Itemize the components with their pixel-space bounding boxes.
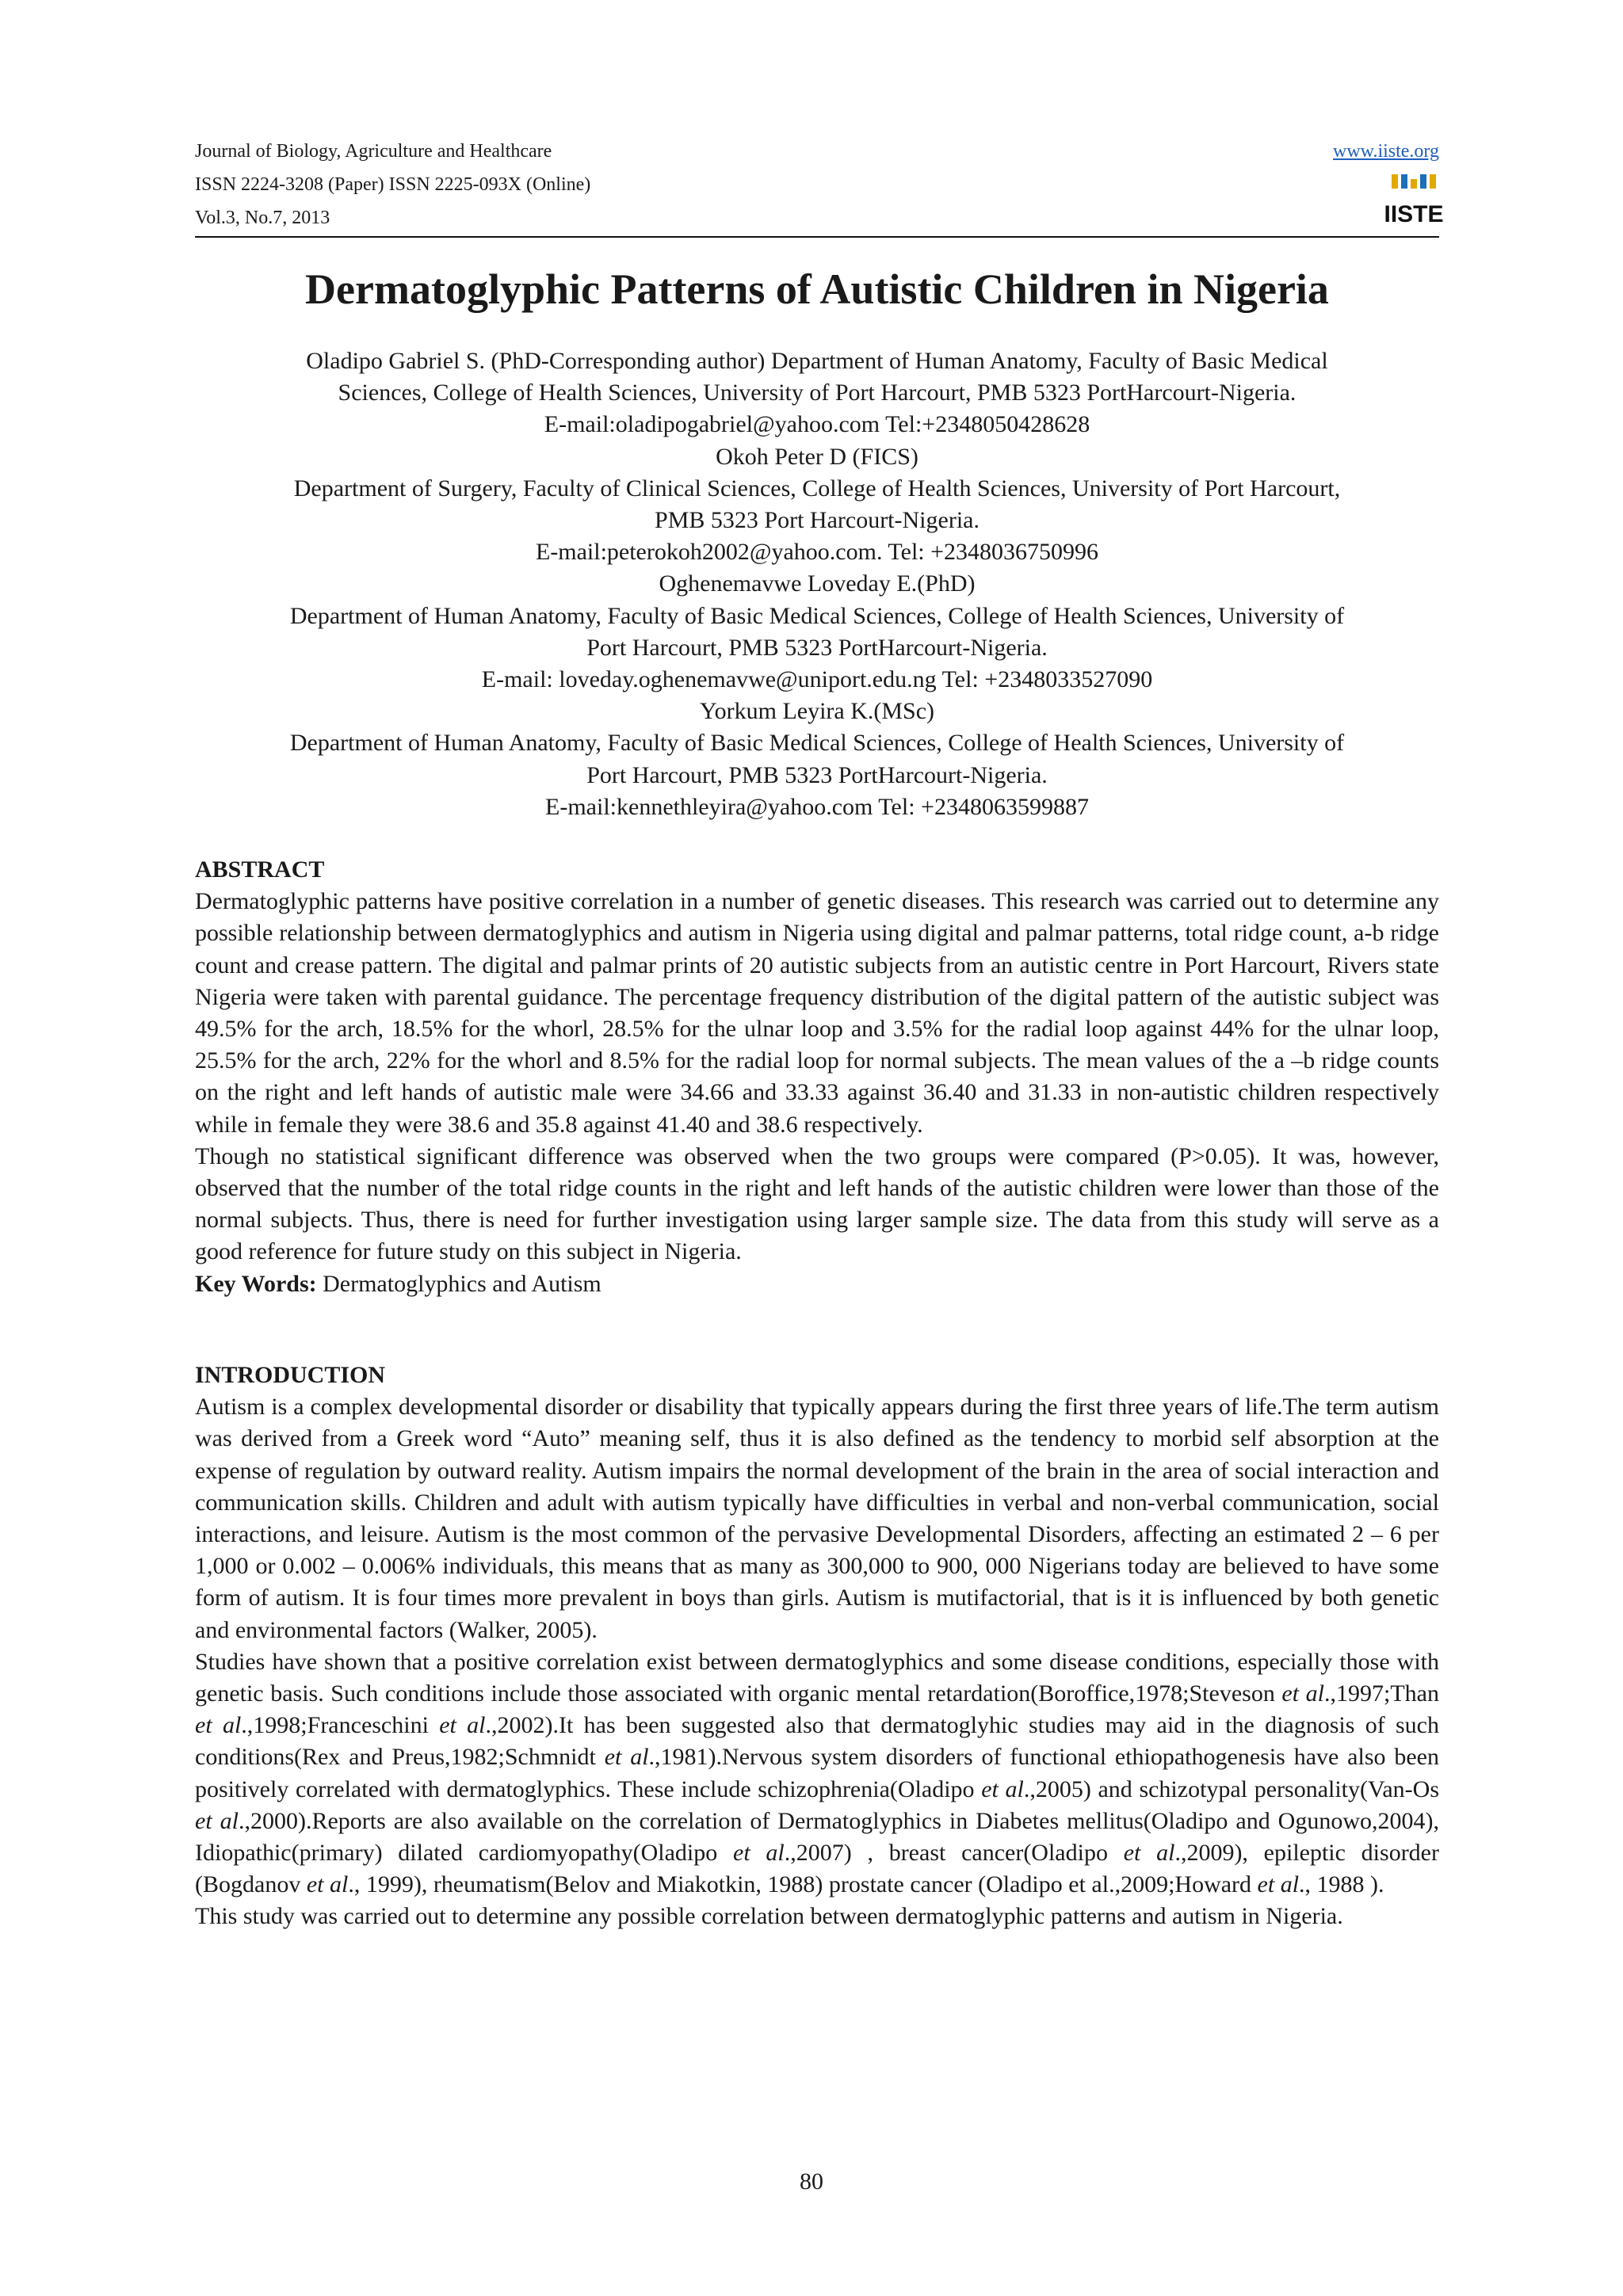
author-line: Department of Human Anatomy, Faculty of Basic Medical Sciences, College of Health Sciences, University of (289, 730, 1345, 757)
intro-text: .,2009), epileptic disorder (Bogdanov (195, 1840, 1439, 1898)
journal-name: Journal of Biology, Agriculture and Healthcare (195, 141, 552, 162)
intro-etal: et al (439, 1712, 486, 1739)
author-line: Port Harcourt, PMB 5323 PortHarcourt-Nigeria. (586, 634, 1048, 661)
author-line: Department of Human Anatomy, Faculty of Basic Medical Sciences, College of Health Sciences, University of (289, 602, 1345, 629)
intro-paragraph-citations (195, 1646, 1439, 1901)
intro-etal: et al (1257, 1871, 1300, 1898)
author-line: Sciences, College of Health Sciences, University of Port Harcourt, PMB 5323 PortHarcourt-Nigeria. (338, 379, 1296, 406)
author-line: PMB 5323 Port Harcourt-Nigeria. (655, 507, 980, 534)
author-line: Port Harcourt, PMB 5323 PortHarcourt-Nigeria. (586, 761, 1048, 788)
intro-etal: et al (306, 1871, 349, 1898)
intro-text: .,2007) , breast cancer(Oladipo (784, 1840, 1124, 1867)
journal-header (195, 135, 1444, 230)
keywords-label: Key Words: (195, 1270, 317, 1297)
author-line: E-mail:kennethleyira@yahoo.com Tel: +2348063599887 (545, 793, 1089, 820)
intro-etal: et al (733, 1840, 785, 1867)
iiste-logo-icon (1384, 173, 1444, 230)
author-line: Oladipo Gabriel S. (PhD-Corresponding author) Department of Human Anatomy, Faculty of Basic Medical (306, 348, 1328, 374)
intro-text: Studies have shown that a positive correlation exist between dermatoglyphics and some disease conditions, especially those with genetic basis. Such conditions include those associated with organic mental retardation(Boroffice,1978;Steveson (195, 1648, 1439, 1707)
intro-etal: et al (195, 1807, 239, 1834)
intro-paragraph: This study was carried out to determine any possible correlation between dermatoglyphic patterns and autism in Nigeria. (195, 1903, 1343, 1930)
intro-text: .,2005) and schizotypal personality(Van-Os (1023, 1775, 1439, 1802)
journal-website-link[interactable]: www.iiste.org (1333, 141, 1439, 162)
journal-issn: ISSN 2224-3208 (Paper) ISSN 2225-093X (Online) (195, 174, 591, 195)
author-line: Oghenemavwe Loveday E.(PhD) (659, 570, 976, 597)
abstract-paragraph: Dermatoglyphic patterns have positive correlation in a number of genetic diseases. This research was carried out to determine any possible relationship between dermatoglyphics and autism in Nigeria using digital and palmar patterns, total ridge count, a-b ridge count and crease pattern. The digital and palmar prints of 20 autistic subjects from an autistic centre in Port Harcourt, Rivers state Nigeria were taken with parental guidance. The percentage frequency distribution of the digital pattern of the autistic subject was 49.5% for the arch, 18.5% for the whorl, 28.5% for the ulnar loop and 3.5% for the radial loop against 44% for the ulnar loop, 25.5% for the arch, 22% for the whorl and 8.5% for the radial loop for normal subjects. The mean values of the a –b ridge counts on the right and left hands of autistic male were 34.66 and 33.33 against 36.40 and 31.33 in non-autistic children respectively while in female they were 38.6 and 35.8 against 41.40 and 38.6 respectively. (195, 888, 1439, 1138)
author-line: Yorkum Leyira K.(MSc) (699, 698, 935, 725)
introduction-heading: INTRODUCTION (195, 1362, 386, 1388)
intro-etal: et al (604, 1744, 649, 1771)
logo-text: IISTE (1384, 201, 1444, 227)
author-line: E-mail:oladipogabriel@yahoo.com Tel:+2348050428628 (544, 411, 1090, 438)
keywords-line (195, 1268, 1439, 1300)
author-line: E-mail: loveday.oghenemavwe@uniport.edu.ng Tel: +2348033527090 (481, 666, 1153, 693)
intro-etal: et al (195, 1712, 242, 1739)
keywords-text: Dermatoglyphics and Autism (316, 1270, 601, 1297)
intro-text: .,1998;Franceschini (241, 1712, 440, 1739)
intro-paragraph: Autism is a complex developmental disorder or disability that typically appears during the first three years of life.The term autism was derived from a Greek word “Auto” meaning self, thus it is also defined as the tendency to morbid self absorption at the expense of regulation by outward reality. Autism impairs the normal development of the brain in the area of social interaction and communication skills. Children and adult with autism typically have difficulties in verbal and non-verbal communication, social interactions, and leisure. Autism is the most common of the pervasive Developmental Disorders, affecting an estimated 2 – 6 per 1,000 or 0.002 – 0.006% individuals, this means that as many as 300,000 to 900, 000 Nigerians today are believed to have some form of autism. It is four times more prevalent in boys than girls. Autism is mutifactorial, that is it is influenced by both genetic and environmental factors (Walker, 2005). (195, 1394, 1439, 1643)
intro-etal: et al (1281, 1680, 1325, 1707)
abstract-heading: ABSTRACT (195, 856, 325, 883)
intro-text: .,1997;Than (1324, 1680, 1439, 1707)
intro-text: .,1981).Nervous system disorders of functional ethiopathogenesis have also been positively correlated with dermatoglyphics. These include schizophrenia(Oladipo (195, 1744, 1439, 1802)
intro-text: ., 1988 ). (1299, 1871, 1384, 1898)
intro-text: .,2002).It has been suggested also that dermatoglyhic studies may aid in the diagnosis of such conditions(Rex and Preus,1982;Schmnidt (195, 1712, 1439, 1771)
intro-text: .,2000).Reports are also available on the correlation of Dermatoglyphics in Diabetes mellitus(Oladipo and Ogunowo,2004), Idiopathic(primary) dilated cardiomyopathy(Oladipo (195, 1807, 1439, 1867)
author-block (195, 345, 1439, 823)
paper-title: Dermatoglyphic Patterns of Autistic Children in Nigeria (305, 265, 1329, 313)
journal-volume: Vol.3, No.7, 2013 (195, 208, 330, 228)
introduction-section (195, 1360, 1439, 1933)
author-line: Department of Surgery, Faculty of Clinical Sciences, College of Health Sciences, University of Port Harcourt, (293, 475, 1341, 502)
intro-etal: et al (1123, 1840, 1175, 1867)
intro-etal: et al (981, 1775, 1024, 1802)
journal-info (195, 135, 590, 235)
abstract-paragraph: Though no statistical significant difference was observed when the two groups were compared (P>0.05). It was, however, observed that the number of the total ridge counts in the right and left hands of the autistic children were lower than those of the normal subjects. Thus, there is need for further investigation using larger sample size. The data from this study will serve as a good reference for future study on this subject in Nigeria. (195, 1142, 1439, 1265)
page-number: 80 (800, 2168, 823, 2195)
author-line: E-mail:peterokoh2002@yahoo.com. Tel: +2348036750996 (535, 539, 1099, 566)
abstract-section (195, 854, 1439, 1300)
header-rule (195, 236, 1439, 238)
intro-text: ., 1999), rheumatism(Belov and Miakotkin, 1988) prostate cancer (Oladipo et al.,2009;Howard (348, 1871, 1258, 1898)
author-line: Okoh Peter D (FICS) (716, 443, 918, 470)
